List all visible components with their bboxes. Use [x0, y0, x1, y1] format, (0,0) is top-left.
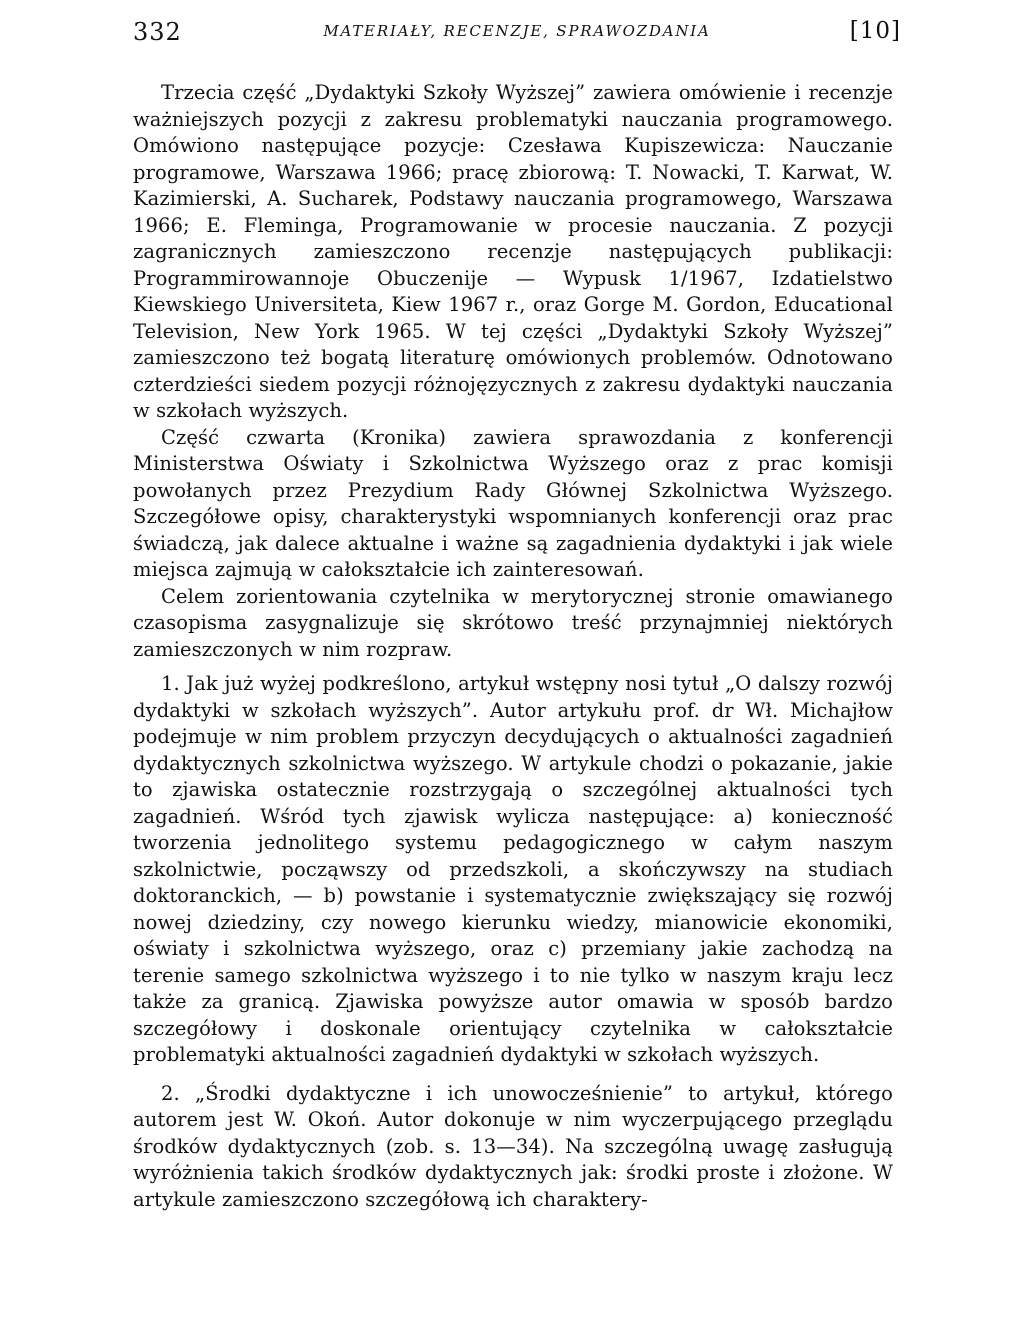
- running-title: MATERIAŁY, RECENZJE, SPRAWOZDANIA: [323, 22, 711, 40]
- paragraph-reviews: Trzecia część „Dydaktyki Szkoły Wyższej” zawiera omówienie i recenzje ważniejszych pozycji z zakresu problematyki nauczania programowego. Omówiono następujące pozycje: Czesława Kupiszewicza: Nauczanie programowe, Warszawa 1966; pracę zbiorową: T. Nowacki, T. Karwat, W. Kazimierski, A. Sucharek, Podstawy nauczania programowego, Warszawa 1966; E. Fleminga, Programowanie w procesie nauczania. Z pozycji zagranicznych zamieszczono recenzje następujących publikacji: Programmirowannoje Obuczenije — Wypusk 1/1967, Izdatielstwo Kiewskiego Universiteta, Kiew 1967 r., oraz Gorge M. Gordon, Educational Television, New York 1965. W tej części „Dydaktyki Szkoły Wyższej” zamieszczono też bogatą literaturę omówionych problemów. Odnotowano czterdzieści siedem pozycji różnojęzycznych z zakresu dydaktyki nauczania w szkołach wyższych.: [133, 81, 893, 422]
- paragraph-intro: Celem zorientowania czytelnika w merytorycznej stronie omawianego czasopisma zasygnalizuje się skrótowo treść przynajmniej niektórych zamieszczonych w nim rozpraw.: [133, 584, 893, 661]
- page-number: 332: [133, 18, 182, 46]
- sheet-number: [10]: [849, 18, 901, 44]
- paragraph-item-2: 2. „Środki dydaktyczne i ich unowocześnienie” to artykuł, którego autorem jest W. Okoń. Autor dokonuje w nim wyczerpującego przeglądu środków dydaktycznych (zob. s. 13—34). Na szczególną uwagę zasługują wyróżnienia takich środków dydaktycznych jak: środki proste i złożone. W artykule zamieszczono szczegółową ich charaktery-: [133, 1081, 893, 1211]
- running-header: [133, 18, 901, 58]
- body-text: [133, 80, 893, 1213]
- paragraph-item-1: 1. Jak już wyżej podkreślono, artykuł wstępny nosi tytuł „O dalszy rozwój dydaktyki w szkołach wyższych”. Autor artykułu prof. dr Wł. Michajłow podejmuje w nim problem przyczyn decydujących o aktualności zagadnień dydaktycznych szkolnictwa wyższego. W artykule chodzi o pokazanie, jakie to zjawiska ostatecznie rozstrzygają o szczególnej aktualności tych zagadnień. Wśród tych zjawisk wylicza następujące: a) konieczność tworzenia jednolitego systemu pedagogicznego w całym naszym szkolnictwie, począwszy od przedszkoli, a skończywszy na studiach doktoranckich, — b) powstanie i systematycznie zwiększający się rozwój nowej dziedziny, czy nowego kierunku wiedzy, mianowicie ekonomiki, oświaty i szkolnictwa wyższego, oraz c) przemiany jakie zachodzą na terenie samego szkolnictwa wyższego i to nie tylko w naszym kraju lecz także za granicą. Zjawiska powyższe autor omawia w sposób bardzo szczegółowy i doskonale orientujący czytelnika w całokształcie problematyki aktualności zagadnień dydaktyki w szkołach wyższych.: [133, 672, 893, 1066]
- paragraph-chronicle: Część czwarta (Kronika) zawiera sprawozdania z konferencji Ministerstwa Oświaty i Szkolnictwa Wyższego oraz z prac komisji powołanych przez Prezydium Rady Głównej Szkolnictwa Wyższego. Szczegółowe opisy, charakterystyki wspomnianych konferencji oraz prac świadczą, jak dalece aktualne i ważne są zagadnienia dydaktyki i jak wiele miejsca zajmują w całokształcie ich zainteresowań.: [133, 425, 893, 581]
